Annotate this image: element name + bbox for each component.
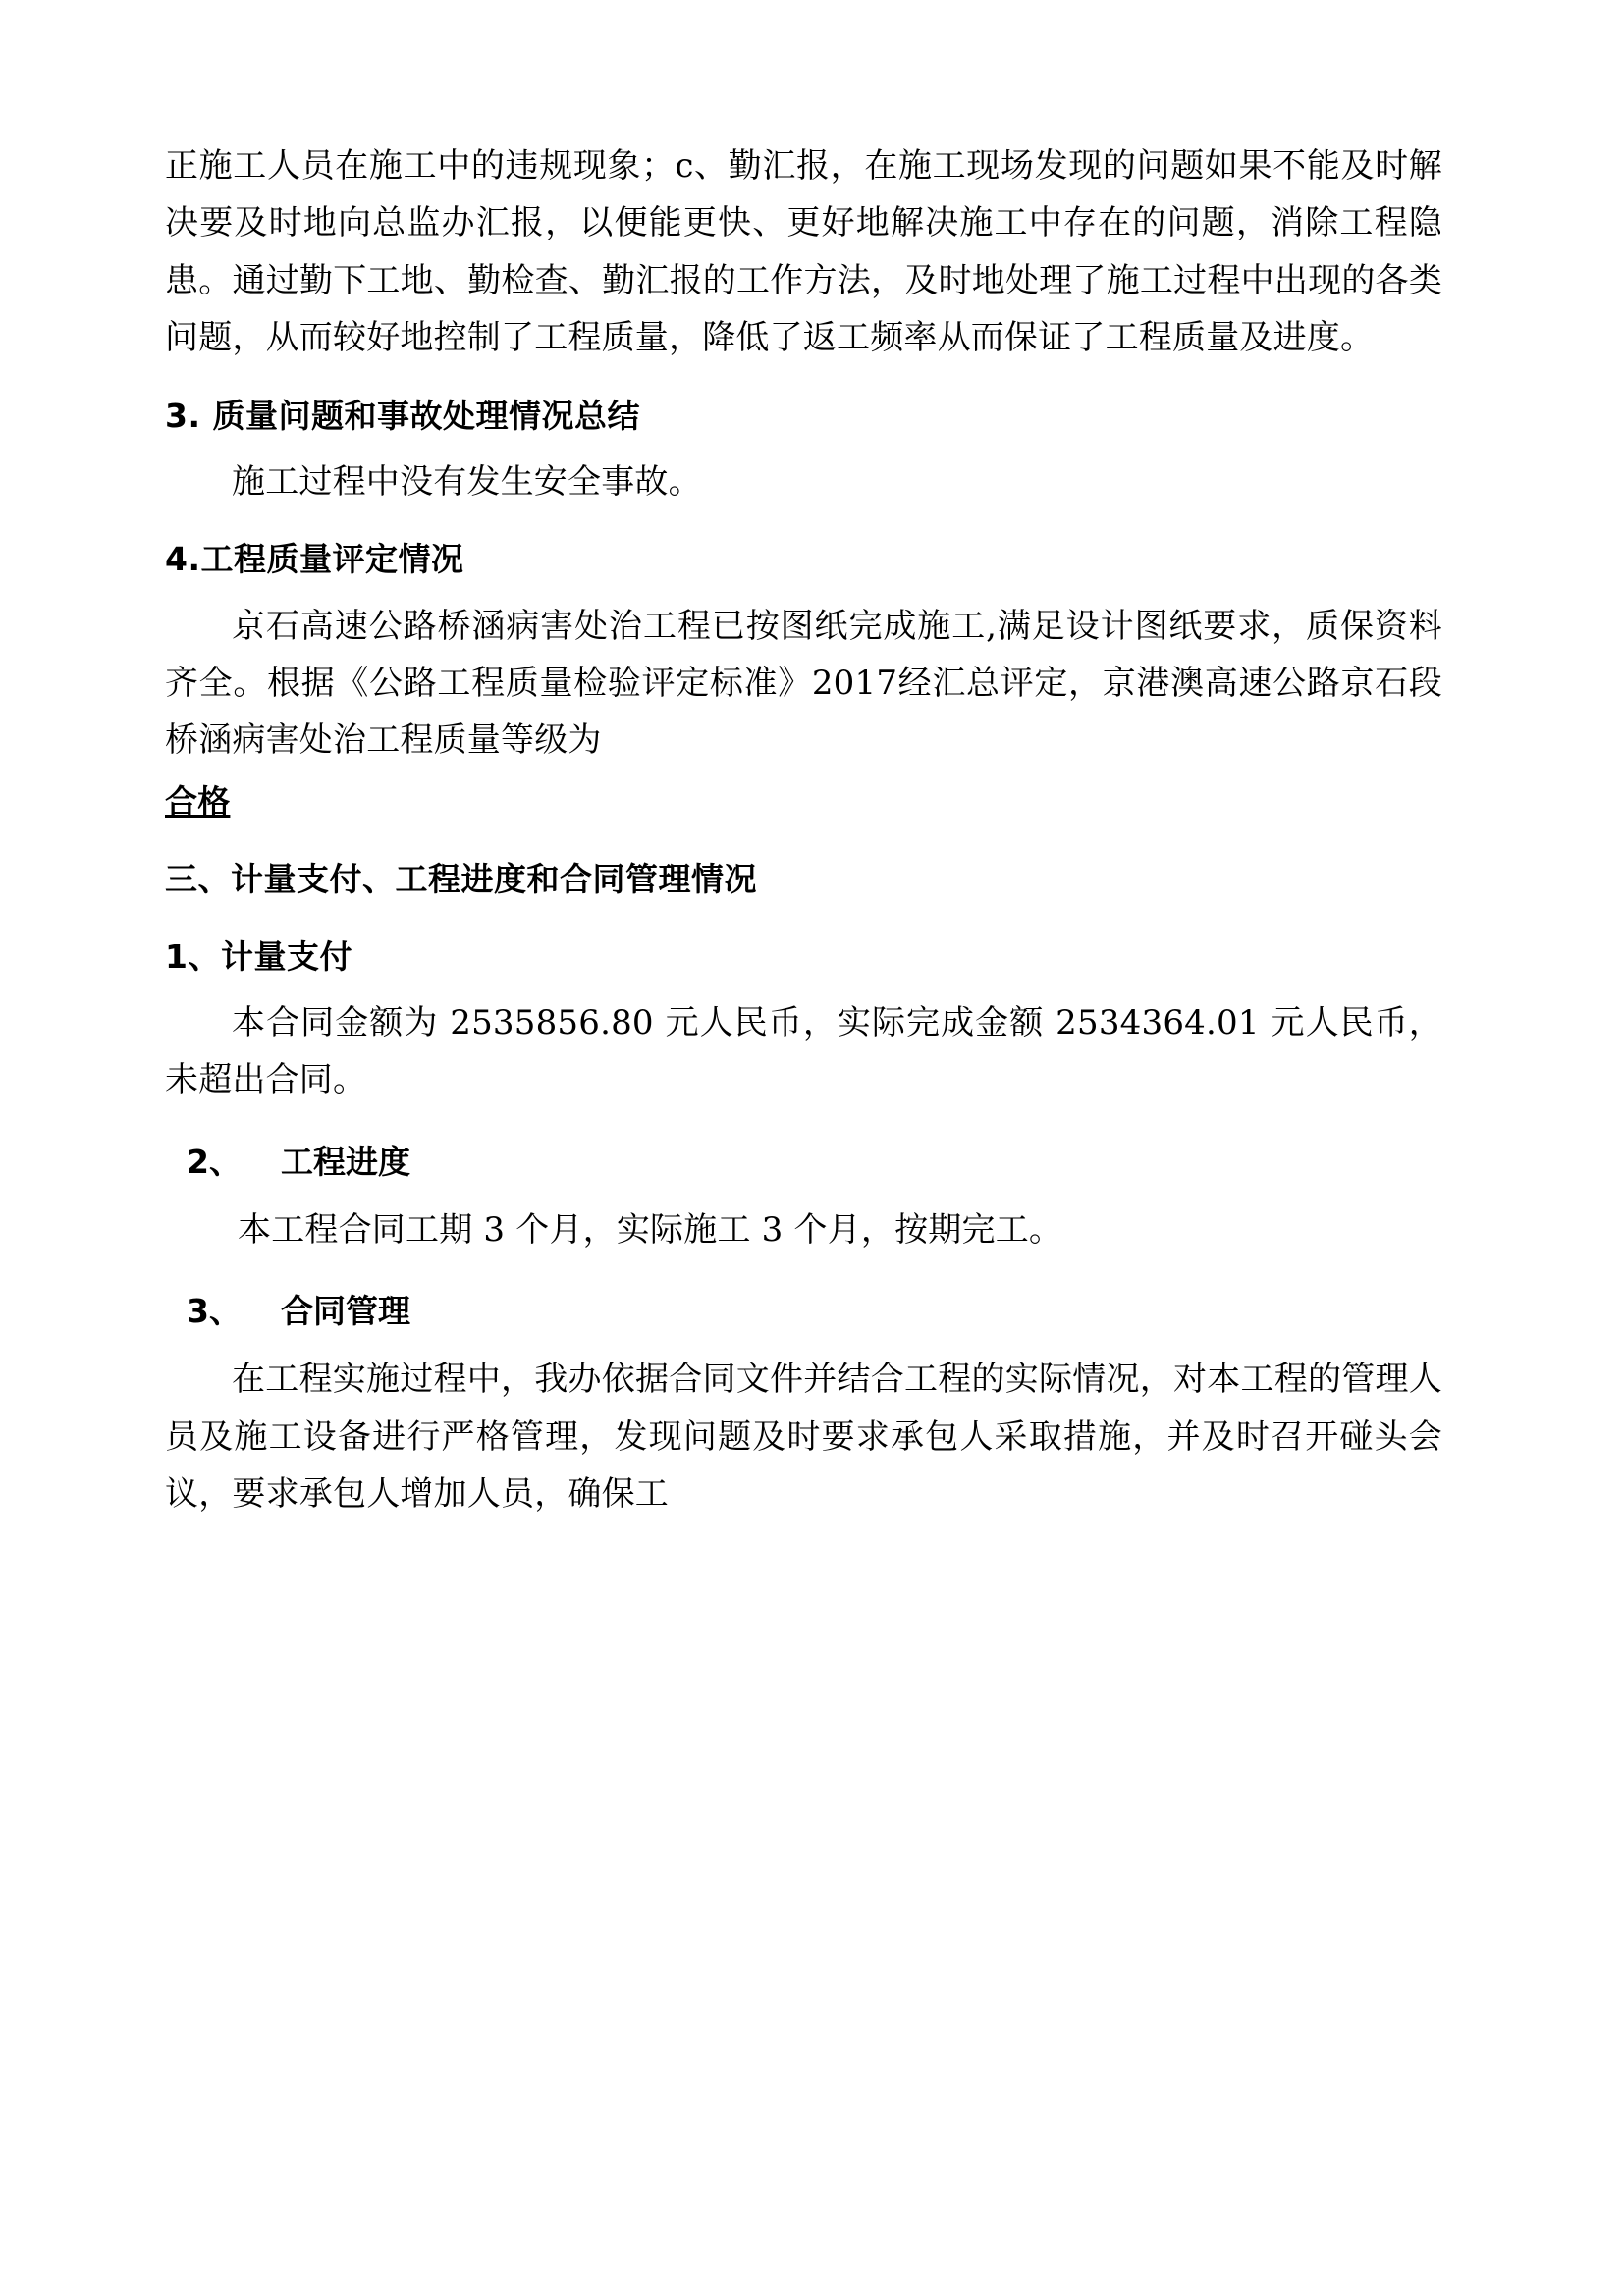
quality-grade-text: 合格 [165,781,231,821]
heading-number-3: 3、 [187,1292,242,1331]
quality-grade-value [165,774,1442,830]
paragraph-quality-assessment: 京石高速公路桥涵病害处治工程已按图纸完成施工,满足设计图纸要求，质保资料齐全。根据《公路工程质量检验评定标准》2017经汇总评定，京港澳高速公路京石段桥涵病害处治工程质量等级为 [165,606,1442,761]
heading-section-three: 三、计量支付、工程进度和合同管理情况 [165,860,757,899]
heading-label-contract: 合同管理 [281,1292,410,1331]
heading-measurement-payment: 1、计量支付 [165,936,352,976]
paragraph-no-accident: 施工过程中没有发生安全事故。 [232,461,702,502]
paragraph-progress: 本工程合同工期 3 个月，实际施工 3 个月，按期完工。 [238,1209,1063,1250]
paragraph-continued: 正施工人员在施工中的违规现象；c、勤汇报，在施工现场发现的问题如果不能及时解决要及时地向总监办汇报，以便能更快、更好地解决施工中存在的问题，消除工程隐患。通过勤下工地、勤检查、勤汇报的工作方法，及时地处理了施工过程中出现的各类问题，从而较好地控制了工程质量，降低了返工频率从而保证了工程质量及进度。 [165,146,1442,358]
heading-contract-management [165,1284,1442,1339]
heading-quality-issues: 3. 质量问题和事故处理情况总结 [165,396,640,435]
heading-construction-progress [165,1135,1442,1190]
paragraph-payment: 本合同金额为 2535856.80 元人民币，实际完成金额 2534364.01 元人民币，未超出合同。 [165,1002,1442,1100]
document-body [165,137,1442,1523]
heading-quality-assessment: 4.工程质量评定情况 [165,540,464,579]
heading-label-progress: 工程进度 [281,1142,410,1181]
heading-number-2: 2、 [187,1142,242,1181]
paragraph-contract-management: 在工程实施过程中，我办依据合同文件并结合工程的实际情况，对本工程的管理人员及施工设备进行严格管理，发现问题及时要求承包人采取措施，并及时召开碰头会议，要求承包人增加人员，确保工 [165,1360,1442,1515]
